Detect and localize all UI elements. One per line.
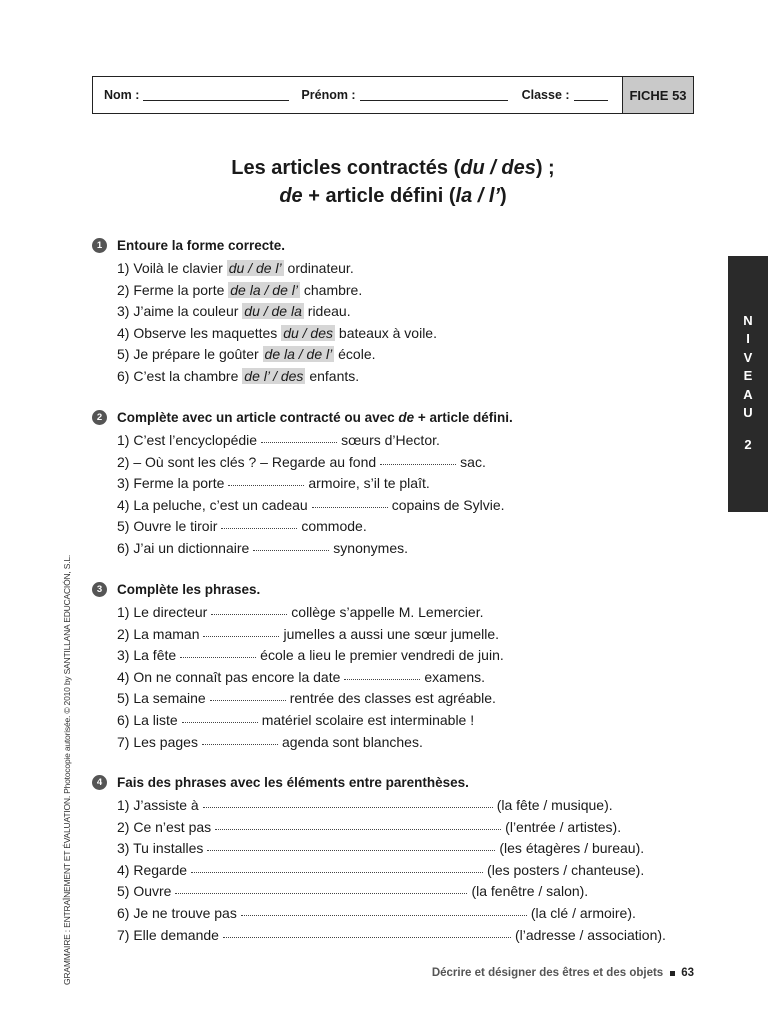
exercise-instruction: Complète avec un article contracté ou avec de + article défini.: [117, 409, 513, 425]
item-text: 4) La peluche, c’est un cadeau: [117, 496, 308, 513]
item-text: agenda sont blanches.: [281, 733, 423, 750]
item-text: 1) C’est l’encyclopédie: [117, 432, 258, 448]
exercise-items: [117, 795, 692, 946]
exercise-item: [117, 258, 692, 280]
item-text: 5) La semaine: [117, 690, 206, 707]
footer-chapter-title: Décrire et désigner des êtres et des objets: [431, 967, 664, 979]
niveau-side-tab: [728, 256, 768, 512]
answer-blank[interactable]: [211, 613, 287, 615]
exercise-heading: [92, 578, 692, 600]
item-text: (l’adresse / association).: [514, 926, 666, 943]
tab-letter: V: [743, 349, 753, 365]
exercise-item: [117, 688, 692, 710]
tab-level-number: 2: [744, 437, 752, 453]
item-text: rentrée des classes est agréable.: [289, 690, 496, 707]
item-text: matériel scolaire est interminable !: [261, 711, 475, 728]
item-text: chambre.: [299, 281, 363, 298]
item-text: 2) – Où sont les clés ? – Regarde au fond: [117, 453, 377, 470]
answer-blank[interactable]: [182, 721, 258, 723]
choice-options[interactable]: de la / de l’: [264, 346, 333, 363]
tab-letter: A: [743, 386, 753, 402]
answer-blank[interactable]: [261, 441, 337, 443]
exercise-item: [117, 667, 692, 689]
answer-blank[interactable]: [253, 549, 329, 551]
item-text: copains de Sylvie.: [391, 496, 505, 513]
answer-blank[interactable]: [175, 892, 467, 894]
answer-blank[interactable]: [207, 849, 495, 851]
answer-blank[interactable]: [210, 699, 286, 701]
choice-options[interactable]: de l’ / des: [244, 367, 304, 384]
exercise-item: [117, 881, 692, 903]
page-title: [92, 154, 694, 210]
item-text: 1) Voilà le clavier: [117, 260, 227, 276]
exercise-item: [117, 301, 692, 323]
title-text: + article défini (: [302, 185, 456, 207]
exercise-item: [117, 602, 692, 624]
choice-options[interactable]: du / de l’: [228, 260, 282, 276]
item-text: 4) Observe les maquettes: [117, 324, 282, 341]
exercise-1: [92, 234, 692, 388]
exercise-number-badge: 3: [92, 582, 107, 597]
title-text: Les articles contractés (: [231, 157, 461, 179]
exercise-item: [117, 838, 692, 860]
item-text: 5) Je prépare le goûter: [117, 346, 263, 363]
exercise-item: [117, 323, 692, 345]
item-text: 1) J’assiste à: [117, 797, 199, 813]
answer-blank[interactable]: [191, 871, 483, 873]
item-text: 3) J’aime la couleur: [117, 303, 243, 320]
item-text: 2) Ce n’est pas: [117, 818, 212, 835]
item-text: 2) Ferme la porte: [117, 281, 229, 298]
item-text: armoire, s’il te plaît.: [308, 475, 430, 492]
exercise-items: [117, 258, 692, 388]
exercise-item: [117, 452, 692, 474]
exercise-items: [117, 430, 692, 560]
item-text: bateaux à voile.: [335, 324, 437, 341]
exercise-item: [117, 344, 692, 366]
answer-blank[interactable]: [202, 743, 278, 745]
item-text: 4) Regarde: [117, 861, 188, 878]
title-text: ) ;: [535, 157, 555, 179]
exercise-heading: [92, 406, 692, 428]
item-text: collège s’appelle M. Lemercier.: [291, 604, 484, 620]
choice-options[interactable]: du / des: [283, 324, 334, 341]
exercise-2: [92, 406, 692, 560]
exercise-item: [117, 732, 692, 754]
exercise-item: [117, 366, 692, 388]
tab-letter: N: [743, 313, 753, 328]
answer-blank[interactable]: [221, 527, 297, 529]
item-text: (les posters / chanteuse).: [487, 861, 645, 878]
answer-blank[interactable]: [203, 806, 493, 808]
item-text: synonymes.: [333, 539, 408, 556]
item-text: sac.: [460, 453, 486, 470]
exercise-item: [117, 280, 692, 302]
item-text: jumelles a aussi une sœur jumelle.: [283, 625, 500, 642]
title-italic: du / des: [460, 157, 536, 179]
square-bullet-icon: [670, 971, 675, 976]
exercise-3: [92, 578, 692, 753]
item-text: 1) Le directeur: [117, 604, 208, 620]
item-text: 3) La fête: [117, 647, 177, 664]
tab-letter: E: [743, 368, 753, 384]
item-text: ordinateur.: [283, 260, 354, 276]
title-italic: de: [279, 185, 303, 207]
item-text: enfants.: [305, 367, 360, 384]
fiche-number: FICHE 53: [622, 77, 693, 113]
exercise-item: [117, 903, 692, 925]
exercise-heading: [92, 234, 692, 256]
exercise-item: [117, 624, 692, 646]
answer-blank[interactable]: [223, 936, 511, 938]
exercise-item: [117, 516, 692, 538]
choice-options[interactable]: du / de la: [244, 303, 302, 320]
exercise-item: [117, 645, 692, 667]
page-footer: [432, 967, 694, 979]
answer-blank[interactable]: [312, 506, 388, 508]
classe-field[interactable]: [522, 88, 608, 102]
item-text: école a lieu le premier vendredi de juin.: [260, 647, 504, 664]
tab-letter: I: [746, 331, 750, 347]
item-text: 6) La liste: [117, 711, 178, 728]
item-text: (l’entrée / artistes).: [505, 818, 622, 835]
answer-blank[interactable]: [241, 914, 527, 916]
item-text: 6) Je ne trouve pas: [117, 904, 237, 921]
nom-field[interactable]: [104, 88, 289, 102]
item-text: 2) La maman: [117, 625, 200, 642]
answer-blank[interactable]: [228, 484, 304, 486]
classe-label: Classe :: [521, 88, 570, 102]
exercise-instruction: Entoure la forme correcte.: [117, 237, 286, 253]
item-text: rideau.: [303, 303, 351, 320]
exercise-4: [92, 771, 692, 946]
item-text: (la clé / armoire).: [530, 904, 636, 921]
exercise-item: [117, 473, 692, 495]
prenom-input-line[interactable]: [360, 100, 508, 101]
tab-letter: U: [743, 404, 753, 420]
prenom-label: Prénom :: [301, 88, 356, 102]
answer-blank[interactable]: [215, 828, 501, 830]
title-text: ): [499, 185, 507, 207]
item-text: 3) Tu installes: [117, 840, 204, 857]
item-text: 7) Elle demande: [117, 926, 219, 943]
item-text: école.: [334, 346, 376, 363]
item-text: 5) Ouvre: [117, 883, 172, 900]
item-text: 4) On ne connaît pas encore la date: [117, 668, 341, 685]
item-text: 5) Ouvre le tiroir: [117, 518, 218, 535]
exercise-item: [117, 538, 692, 560]
student-info-header: [92, 76, 694, 114]
exercise-item: [117, 795, 692, 817]
answer-blank[interactable]: [344, 678, 420, 680]
exercise-number-badge: 2: [92, 410, 107, 425]
item-text: 3) Ferme la porte: [117, 475, 225, 492]
item-text: 7) Les pages: [117, 733, 198, 750]
item-text: sœurs d’Hector.: [341, 432, 440, 448]
exercise-item: [117, 925, 692, 947]
exercise-heading: [92, 771, 692, 793]
item-text: (les étagères / bureau).: [499, 840, 645, 857]
item-text: commode.: [301, 518, 367, 535]
exercise-item: [117, 495, 692, 517]
title-italic: la / l’: [455, 185, 500, 207]
prenom-field[interactable]: [301, 88, 507, 102]
exercise-instruction: Complète les phrases.: [117, 581, 261, 597]
exercise-number-badge: 4: [92, 775, 107, 790]
exercise-item: [117, 860, 692, 882]
answer-blank[interactable]: [180, 656, 256, 658]
item-text: 6) J’ai un dictionnaire: [117, 539, 250, 556]
nom-input-line[interactable]: [143, 100, 289, 101]
classe-input-line[interactable]: [574, 100, 608, 101]
exercise-item: [117, 710, 692, 732]
answer-blank[interactable]: [380, 463, 456, 465]
exercise-item: [117, 817, 692, 839]
exercise-instruction: Fais des phrases avec les éléments entre parenthèses.: [117, 774, 469, 790]
answer-blank[interactable]: [203, 635, 279, 637]
choice-options[interactable]: de la / de l’: [230, 281, 298, 298]
item-text: 6) C’est la chambre: [117, 367, 243, 384]
page-number: 63: [681, 967, 694, 979]
item-text: (la fête / musique).: [496, 797, 613, 813]
exercise-item: [117, 430, 692, 452]
item-text: examens.: [424, 668, 486, 685]
copyright-notice: GRAMMAIRE : ENTRAÎNEMENT ET ÉVALUATION. Photocopie autorisée. © 2010 by SANTILLANA EDUCACIÓN, S.L.: [62, 554, 72, 985]
item-text: (la fenêtre / salon).: [471, 883, 589, 900]
exercise-items: [117, 602, 692, 753]
nom-label: Nom :: [104, 88, 140, 102]
exercise-number-badge: 1: [92, 238, 107, 253]
